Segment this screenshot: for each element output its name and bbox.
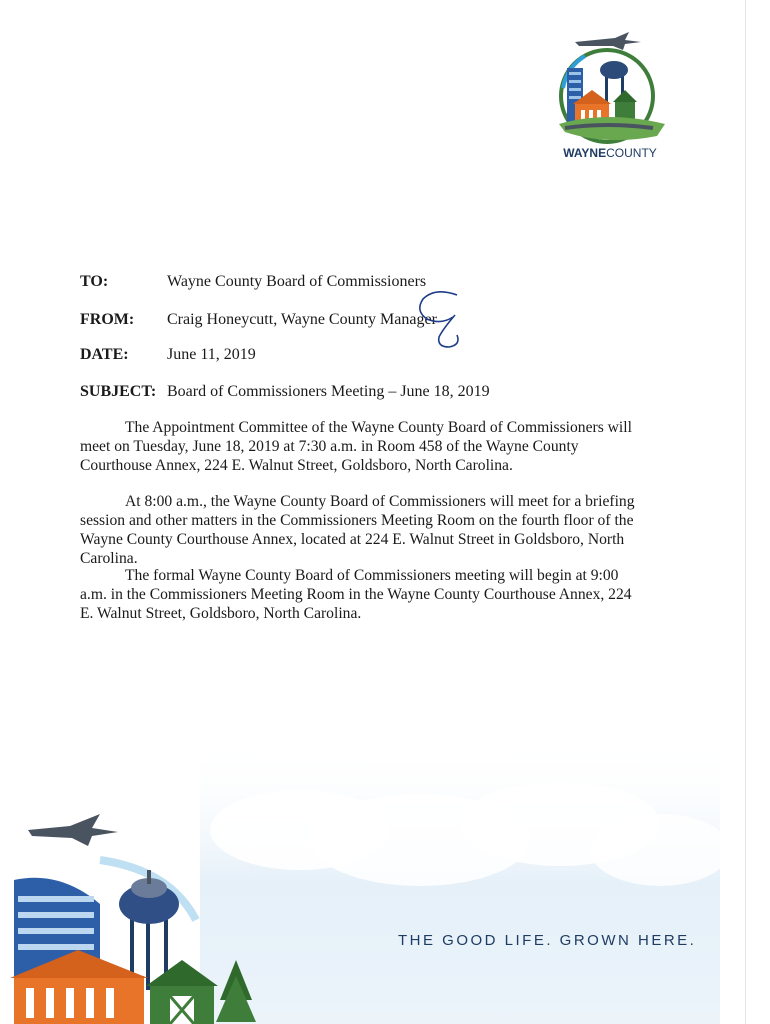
from-label: FROM:	[80, 311, 135, 328]
footer-town-illustration	[0, 800, 260, 1024]
handwritten-initial-signature	[395, 285, 475, 355]
from-value: Craig Honeycutt, Wayne County Manager	[167, 311, 437, 328]
subject-label: SUBJECT:	[80, 383, 157, 400]
to-label: TO:	[80, 273, 109, 290]
jet-icon	[28, 814, 118, 846]
wayne-county-emblem-icon	[545, 28, 675, 146]
date-value: June 11, 2019	[167, 346, 256, 363]
wayne-county-logo	[545, 28, 675, 168]
paragraph-briefing-session: At 8:00 a.m., the Wayne County Board of Commissioners will meet for a briefing session and other matters in the Commissioners Meeting Room on the fourth floor of the Wayne County Courthouse Annex, located at 224 E. Walnut Street in Goldsboro, North Carolina.	[80, 493, 635, 567]
logo-wordmark	[545, 146, 675, 160]
to-value: Wayne County Board of Commissioners	[167, 273, 427, 290]
footer-tagline: THE GOOD LIFE. GROWN HERE.	[398, 932, 697, 949]
subject-value: Board of Commissioners Meeting – June 18, 2019	[167, 383, 490, 400]
logo-wordmark-regular: COUNTY	[606, 146, 657, 160]
date-label: DATE:	[80, 346, 129, 363]
green-barn-icon	[146, 960, 218, 1024]
paragraph-appointment-committee: The Appointment Committee of the Wayne County Board of Commissioners will meet on Tuesday, June 18, 2019 at 7:30 a.m. in Room 458 of the Wayne County Courthouse Annex, 224 E. Walnut Street, Goldsboro, North Carolina.	[80, 419, 632, 474]
logo-wordmark-bold: WAYNE	[563, 146, 607, 160]
paragraph-formal-meeting: The formal Wayne County Board of Commissioners meeting will begin at 9:00 a.m. in the Commissioners Meeting Room in the Wayne County Courthouse Annex, 224 E. Walnut Street, Goldsboro, North Carolina.	[80, 567, 632, 622]
